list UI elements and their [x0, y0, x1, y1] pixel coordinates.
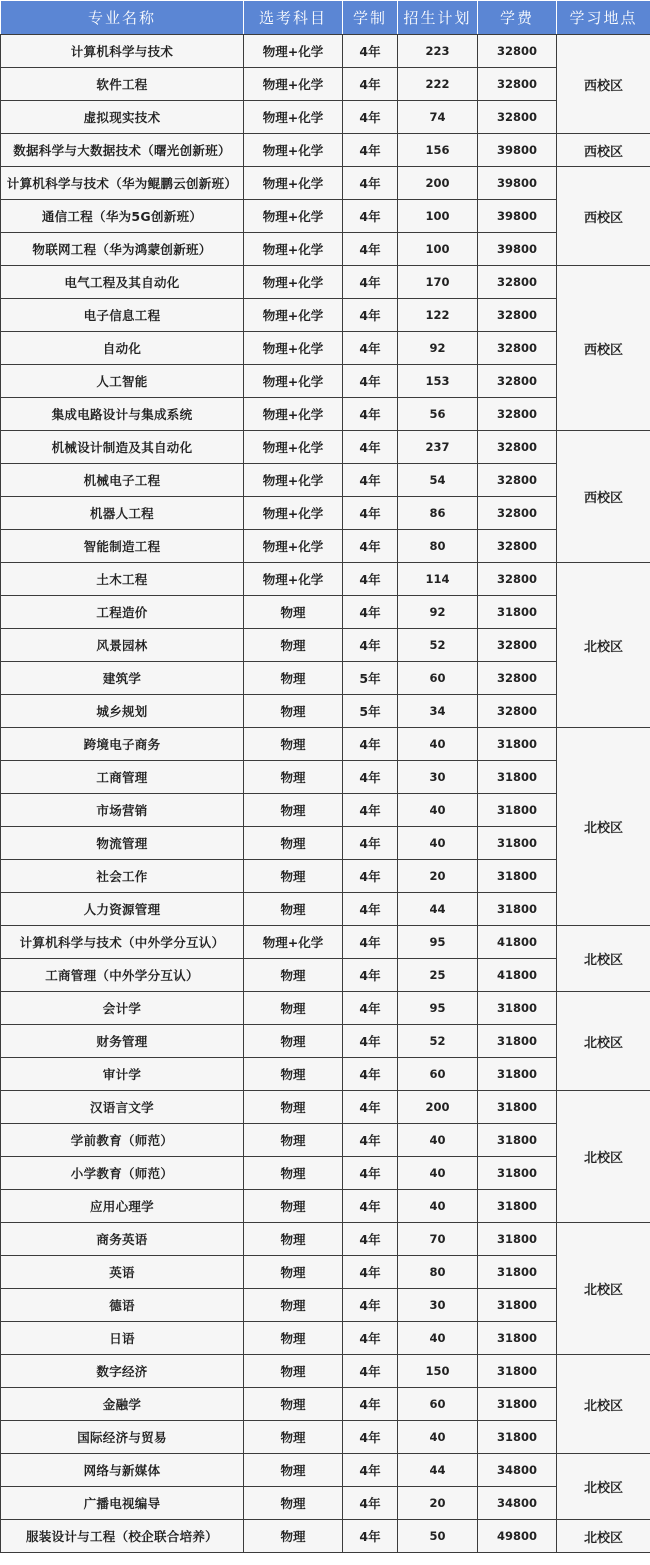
duration-cell: 4年 — [343, 1124, 398, 1157]
table-row — [1, 1421, 650, 1454]
subjects-cell: 物理+化学 — [244, 332, 343, 365]
enrollment-plan-cell: 95 — [398, 992, 478, 1025]
duration-cell: 4年 — [343, 1256, 398, 1289]
major-name-cell: 服装设计与工程（校企联合培养） — [1, 1520, 244, 1553]
duration-cell: 4年 — [343, 596, 398, 629]
tuition-cell: 32800 — [478, 563, 557, 596]
location-cell: 北校区 — [557, 992, 650, 1091]
location-cell: 北校区 — [557, 1520, 650, 1553]
major-name-cell: 学前教育（师范） — [1, 1124, 244, 1157]
duration-cell: 4年 — [343, 860, 398, 893]
subjects-cell: 物理 — [244, 794, 343, 827]
enrollment-plan-cell: 70 — [398, 1223, 478, 1256]
tuition-cell: 32800 — [478, 365, 557, 398]
enrollment-plan-cell: 100 — [398, 200, 478, 233]
enrollment-plan-cell: 20 — [398, 1487, 478, 1520]
duration-cell: 4年 — [343, 1322, 398, 1355]
location-cell: 西校区 — [557, 431, 650, 563]
table-row — [1, 1322, 650, 1355]
tuition-cell: 32800 — [478, 332, 557, 365]
table-row — [1, 893, 650, 926]
tuition-cell: 39800 — [478, 167, 557, 200]
major-name-cell: 人力资源管理 — [1, 893, 244, 926]
subjects-cell: 物理 — [244, 695, 343, 728]
subjects-cell: 物理 — [244, 1520, 343, 1553]
tuition-cell: 34800 — [478, 1454, 557, 1487]
subjects-cell: 物理 — [244, 1454, 343, 1487]
duration-cell: 4年 — [343, 1091, 398, 1124]
major-name-cell: 社会工作 — [1, 860, 244, 893]
enrollment-plan-cell: 153 — [398, 365, 478, 398]
enrollment-plan-cell: 56 — [398, 398, 478, 431]
duration-cell: 4年 — [343, 761, 398, 794]
table-row — [1, 1058, 650, 1091]
table-row — [1, 530, 650, 563]
tuition-cell: 49800 — [478, 1520, 557, 1553]
subjects-cell: 物理+化学 — [244, 200, 343, 233]
major-name-cell: 集成电路设计与集成系统 — [1, 398, 244, 431]
tuition-cell: 31800 — [478, 860, 557, 893]
major-name-cell: 德语 — [1, 1289, 244, 1322]
subjects-cell: 物理 — [244, 1388, 343, 1421]
major-name-cell: 机器人工程 — [1, 497, 244, 530]
tuition-cell: 32800 — [478, 68, 557, 101]
duration-cell: 4年 — [343, 431, 398, 464]
major-name-cell: 数字经济 — [1, 1355, 244, 1388]
enrollment-plan-cell: 52 — [398, 629, 478, 662]
tuition-cell: 31800 — [478, 1025, 557, 1058]
table-row — [1, 35, 650, 68]
table-row — [1, 1454, 650, 1487]
enrollment-plan-cell: 25 — [398, 959, 478, 992]
duration-cell: 4年 — [343, 1454, 398, 1487]
table-row — [1, 365, 650, 398]
duration-cell: 4年 — [343, 68, 398, 101]
location-cell: 西校区 — [557, 35, 650, 134]
major-name-cell: 人工智能 — [1, 365, 244, 398]
enrollment-plan-cell: 34 — [398, 695, 478, 728]
tuition-cell: 31800 — [478, 1058, 557, 1091]
duration-cell: 4年 — [343, 794, 398, 827]
duration-cell: 4年 — [343, 992, 398, 1025]
table-row — [1, 464, 650, 497]
subjects-cell: 物理 — [244, 992, 343, 1025]
subjects-cell: 物理+化学 — [244, 365, 343, 398]
table-row — [1, 200, 650, 233]
header-duration: 学制 — [343, 1, 398, 35]
duration-cell: 4年 — [343, 926, 398, 959]
table-row — [1, 794, 650, 827]
table-row — [1, 167, 650, 200]
table-row — [1, 1190, 650, 1223]
duration-cell: 4年 — [343, 497, 398, 530]
tuition-cell: 31800 — [478, 1322, 557, 1355]
tuition-cell: 39800 — [478, 200, 557, 233]
major-name-cell: 英语 — [1, 1256, 244, 1289]
subjects-cell: 物理 — [244, 662, 343, 695]
duration-cell: 4年 — [343, 1421, 398, 1454]
table-row — [1, 134, 650, 167]
duration-cell: 4年 — [343, 629, 398, 662]
location-cell: 北校区 — [557, 728, 650, 926]
major-name-cell: 工商管理 — [1, 761, 244, 794]
duration-cell: 4年 — [343, 35, 398, 68]
duration-cell: 4年 — [343, 1190, 398, 1223]
table-row — [1, 398, 650, 431]
tuition-cell: 32800 — [478, 629, 557, 662]
enrollment-plan-cell: 54 — [398, 464, 478, 497]
duration-cell: 4年 — [343, 1289, 398, 1322]
subjects-cell: 物理+化学 — [244, 431, 343, 464]
major-name-cell: 风景园林 — [1, 629, 244, 662]
major-name-cell: 网络与新媒体 — [1, 1454, 244, 1487]
tuition-cell: 31800 — [478, 1190, 557, 1223]
major-name-cell: 软件工程 — [1, 68, 244, 101]
enrollment-plan-cell: 52 — [398, 1025, 478, 1058]
tuition-cell: 32800 — [478, 497, 557, 530]
enrollment-plan-cell: 237 — [398, 431, 478, 464]
subjects-cell: 物理+化学 — [244, 233, 343, 266]
enrollment-plan-cell: 100 — [398, 233, 478, 266]
tuition-cell: 31800 — [478, 1388, 557, 1421]
tuition-cell: 32800 — [478, 662, 557, 695]
table-row — [1, 596, 650, 629]
enrollment-plan-cell: 60 — [398, 662, 478, 695]
subjects-cell: 物理 — [244, 1289, 343, 1322]
duration-cell: 4年 — [343, 530, 398, 563]
subjects-cell: 物理 — [244, 860, 343, 893]
duration-cell: 4年 — [343, 1157, 398, 1190]
location-cell: 西校区 — [557, 134, 650, 167]
tuition-cell: 32800 — [478, 266, 557, 299]
major-name-cell: 城乡规划 — [1, 695, 244, 728]
major-name-cell: 数据科学与大数据技术（曙光创新班） — [1, 134, 244, 167]
table-row — [1, 695, 650, 728]
duration-cell: 4年 — [343, 299, 398, 332]
table-row — [1, 101, 650, 134]
table-row — [1, 266, 650, 299]
duration-cell: 4年 — [343, 365, 398, 398]
tuition-cell: 32800 — [478, 398, 557, 431]
subjects-cell: 物理 — [244, 893, 343, 926]
subjects-cell: 物理+化学 — [244, 926, 343, 959]
duration-cell: 4年 — [343, 1520, 398, 1553]
major-name-cell: 财务管理 — [1, 1025, 244, 1058]
table-row — [1, 431, 650, 464]
tuition-cell: 31800 — [478, 596, 557, 629]
tuition-cell: 31800 — [478, 761, 557, 794]
major-name-cell: 电子信息工程 — [1, 299, 244, 332]
table-row — [1, 728, 650, 761]
tuition-cell: 31800 — [478, 1355, 557, 1388]
table-row — [1, 1355, 650, 1388]
subjects-cell: 物理+化学 — [244, 101, 343, 134]
duration-cell: 4年 — [343, 1355, 398, 1388]
table-row — [1, 332, 650, 365]
table-row — [1, 959, 650, 992]
enrollment-plan-cell: 114 — [398, 563, 478, 596]
duration-cell: 5年 — [343, 662, 398, 695]
duration-cell: 5年 — [343, 695, 398, 728]
major-name-cell: 物流管理 — [1, 827, 244, 860]
table-header — [1, 1, 650, 35]
major-name-cell: 会计学 — [1, 992, 244, 1025]
tuition-cell: 32800 — [478, 35, 557, 68]
table-body — [1, 35, 650, 1553]
tuition-cell: 32800 — [478, 695, 557, 728]
table-row — [1, 497, 650, 530]
enrollment-plan-cell: 95 — [398, 926, 478, 959]
enrollment-plan-cell: 40 — [398, 1421, 478, 1454]
major-name-cell: 日语 — [1, 1322, 244, 1355]
enrollment-plan-cell: 40 — [398, 1157, 478, 1190]
subjects-cell: 物理 — [244, 1190, 343, 1223]
enrollment-plan-cell: 200 — [398, 1091, 478, 1124]
subjects-cell: 物理 — [244, 1223, 343, 1256]
table-row — [1, 1289, 650, 1322]
enrollment-plan-cell: 60 — [398, 1058, 478, 1091]
enrollment-plan-cell: 122 — [398, 299, 478, 332]
major-name-cell: 工商管理（中外学分互认） — [1, 959, 244, 992]
subjects-cell: 物理+化学 — [244, 266, 343, 299]
enrollment-plan-cell: 80 — [398, 1256, 478, 1289]
tuition-cell: 31800 — [478, 1091, 557, 1124]
subjects-cell: 物理 — [244, 1157, 343, 1190]
enrollment-plan-cell: 156 — [398, 134, 478, 167]
subjects-cell: 物理 — [244, 1322, 343, 1355]
duration-cell: 4年 — [343, 893, 398, 926]
major-name-cell: 广播电视编导 — [1, 1487, 244, 1520]
duration-cell: 4年 — [343, 1388, 398, 1421]
major-name-cell: 商务英语 — [1, 1223, 244, 1256]
header-row — [1, 1, 650, 35]
enrollment-plan-cell: 40 — [398, 1322, 478, 1355]
table-row — [1, 299, 650, 332]
major-name-cell: 小学教育（师范） — [1, 1157, 244, 1190]
location-cell: 北校区 — [557, 1223, 650, 1355]
table-row — [1, 1223, 650, 1256]
subjects-cell: 物理+化学 — [244, 497, 343, 530]
duration-cell: 4年 — [343, 332, 398, 365]
location-cell: 北校区 — [557, 563, 650, 728]
tuition-cell: 32800 — [478, 299, 557, 332]
tuition-cell: 39800 — [478, 233, 557, 266]
enrollment-plan-cell: 40 — [398, 1190, 478, 1223]
table-row — [1, 1124, 650, 1157]
subjects-cell: 物理+化学 — [244, 35, 343, 68]
table-row — [1, 1388, 650, 1421]
duration-cell: 4年 — [343, 266, 398, 299]
major-name-cell: 机械电子工程 — [1, 464, 244, 497]
tuition-cell: 31800 — [478, 1157, 557, 1190]
enrollment-plan-cell: 92 — [398, 332, 478, 365]
duration-cell: 4年 — [343, 959, 398, 992]
tuition-cell: 32800 — [478, 464, 557, 497]
enrollment-plan-cell: 92 — [398, 596, 478, 629]
location-cell: 北校区 — [557, 1355, 650, 1454]
tuition-cell: 41800 — [478, 926, 557, 959]
table-row — [1, 1256, 650, 1289]
subjects-cell: 物理 — [244, 1421, 343, 1454]
tuition-cell: 31800 — [478, 893, 557, 926]
tuition-cell: 31800 — [478, 1289, 557, 1322]
location-cell: 西校区 — [557, 266, 650, 431]
enrollment-plan-cell: 222 — [398, 68, 478, 101]
subjects-cell: 物理 — [244, 1355, 343, 1388]
location-cell: 西校区 — [557, 167, 650, 266]
major-name-cell: 机械设计制造及其自动化 — [1, 431, 244, 464]
major-name-cell: 电气工程及其自动化 — [1, 266, 244, 299]
enrollment-plan-cell: 40 — [398, 794, 478, 827]
enrollment-plan-cell: 50 — [398, 1520, 478, 1553]
table-row — [1, 563, 650, 596]
major-name-cell: 建筑学 — [1, 662, 244, 695]
tuition-cell: 31800 — [478, 1223, 557, 1256]
enrollment-plan-cell: 40 — [398, 827, 478, 860]
duration-cell: 4年 — [343, 1223, 398, 1256]
subjects-cell: 物理+化学 — [244, 68, 343, 101]
location-cell: 北校区 — [557, 1454, 650, 1520]
table-row — [1, 1520, 650, 1553]
location-cell: 北校区 — [557, 1091, 650, 1223]
major-name-cell: 计算机科学与技术（华为鲲鹏云创新班） — [1, 167, 244, 200]
table-row — [1, 1091, 650, 1124]
duration-cell: 4年 — [343, 134, 398, 167]
enrollment-plan-cell: 44 — [398, 1454, 478, 1487]
table-row — [1, 860, 650, 893]
enrollment-plan-cell: 80 — [398, 530, 478, 563]
major-name-cell: 通信工程（华为5G创新班） — [1, 200, 244, 233]
table-row — [1, 926, 650, 959]
enrollment-plan-cell: 60 — [398, 1388, 478, 1421]
enrollment-plan-cell: 86 — [398, 497, 478, 530]
tuition-cell: 31800 — [478, 1421, 557, 1454]
table-row — [1, 233, 650, 266]
tuition-cell: 39800 — [478, 134, 557, 167]
header-major: 专业名称 — [1, 1, 244, 35]
table-row — [1, 761, 650, 794]
duration-cell: 4年 — [343, 1058, 398, 1091]
duration-cell: 4年 — [343, 1487, 398, 1520]
enrollment-plan-cell: 30 — [398, 1289, 478, 1322]
subjects-cell: 物理 — [244, 596, 343, 629]
subjects-cell: 物理 — [244, 1256, 343, 1289]
major-name-cell: 虚拟现实技术 — [1, 101, 244, 134]
enrollment-plan-cell: 40 — [398, 728, 478, 761]
major-name-cell: 工程造价 — [1, 596, 244, 629]
enrollment-plan-cell: 74 — [398, 101, 478, 134]
subjects-cell: 物理 — [244, 1124, 343, 1157]
major-name-cell: 金融学 — [1, 1388, 244, 1421]
subjects-cell: 物理 — [244, 1025, 343, 1058]
subjects-cell: 物理 — [244, 827, 343, 860]
duration-cell: 4年 — [343, 398, 398, 431]
duration-cell: 4年 — [343, 728, 398, 761]
tuition-cell: 31800 — [478, 992, 557, 1025]
subjects-cell: 物理+化学 — [244, 134, 343, 167]
major-name-cell: 汉语言文学 — [1, 1091, 244, 1124]
subjects-cell: 物理 — [244, 761, 343, 794]
table-row — [1, 629, 650, 662]
enrollment-plan-cell: 44 — [398, 893, 478, 926]
tuition-cell: 31800 — [478, 794, 557, 827]
major-name-cell: 应用心理学 — [1, 1190, 244, 1223]
enrollment-plan-cell: 150 — [398, 1355, 478, 1388]
major-name-cell: 智能制造工程 — [1, 530, 244, 563]
major-name-cell: 市场营销 — [1, 794, 244, 827]
subjects-cell: 物理+化学 — [244, 563, 343, 596]
enrollment-plan-cell: 170 — [398, 266, 478, 299]
major-name-cell: 物联网工程（华为鸿蒙创新班） — [1, 233, 244, 266]
duration-cell: 4年 — [343, 464, 398, 497]
subjects-cell: 物理+化学 — [244, 464, 343, 497]
subjects-cell: 物理+化学 — [244, 167, 343, 200]
table-row — [1, 992, 650, 1025]
duration-cell: 4年 — [343, 101, 398, 134]
table-row — [1, 1487, 650, 1520]
header-tuition: 学费 — [478, 1, 557, 35]
major-name-cell: 国际经济与贸易 — [1, 1421, 244, 1454]
table-row — [1, 1025, 650, 1058]
duration-cell: 4年 — [343, 827, 398, 860]
enrollment-plan-cell: 30 — [398, 761, 478, 794]
duration-cell: 4年 — [343, 1025, 398, 1058]
tuition-cell: 31800 — [478, 1256, 557, 1289]
subjects-cell: 物理 — [244, 629, 343, 662]
table-row — [1, 662, 650, 695]
major-name-cell: 审计学 — [1, 1058, 244, 1091]
table-row — [1, 827, 650, 860]
major-name-cell: 土木工程 — [1, 563, 244, 596]
tuition-cell: 32800 — [478, 101, 557, 134]
subjects-cell: 物理+化学 — [244, 530, 343, 563]
enrollment-plan-cell: 200 — [398, 167, 478, 200]
table-row — [1, 68, 650, 101]
tuition-cell: 41800 — [478, 959, 557, 992]
enrollment-plan-cell: 20 — [398, 860, 478, 893]
subjects-cell: 物理+化学 — [244, 398, 343, 431]
tuition-cell: 32800 — [478, 530, 557, 563]
subjects-cell: 物理 — [244, 728, 343, 761]
table-row — [1, 1157, 650, 1190]
duration-cell: 4年 — [343, 200, 398, 233]
subjects-cell: 物理 — [244, 959, 343, 992]
enrollment-plan-cell: 40 — [398, 1124, 478, 1157]
tuition-cell: 32800 — [478, 431, 557, 464]
tuition-cell: 34800 — [478, 1487, 557, 1520]
duration-cell: 4年 — [343, 233, 398, 266]
major-name-cell: 自动化 — [1, 332, 244, 365]
major-name-cell: 计算机科学与技术（中外学分互认） — [1, 926, 244, 959]
enrollment-plan-cell: 223 — [398, 35, 478, 68]
header-subjects: 选考科目 — [244, 1, 343, 35]
tuition-cell: 31800 — [478, 728, 557, 761]
subjects-cell: 物理+化学 — [244, 299, 343, 332]
header-location: 学习地点 — [557, 1, 650, 35]
major-name-cell: 计算机科学与技术 — [1, 35, 244, 68]
duration-cell: 4年 — [343, 167, 398, 200]
subjects-cell: 物理 — [244, 1487, 343, 1520]
duration-cell: 4年 — [343, 563, 398, 596]
location-cell: 北校区 — [557, 926, 650, 992]
header-enrollment-plan: 招生计划 — [398, 1, 478, 35]
tuition-cell: 31800 — [478, 827, 557, 860]
major-name-cell: 跨境电子商务 — [1, 728, 244, 761]
subjects-cell: 物理 — [244, 1058, 343, 1091]
subjects-cell: 物理 — [244, 1091, 343, 1124]
tuition-cell: 31800 — [478, 1124, 557, 1157]
